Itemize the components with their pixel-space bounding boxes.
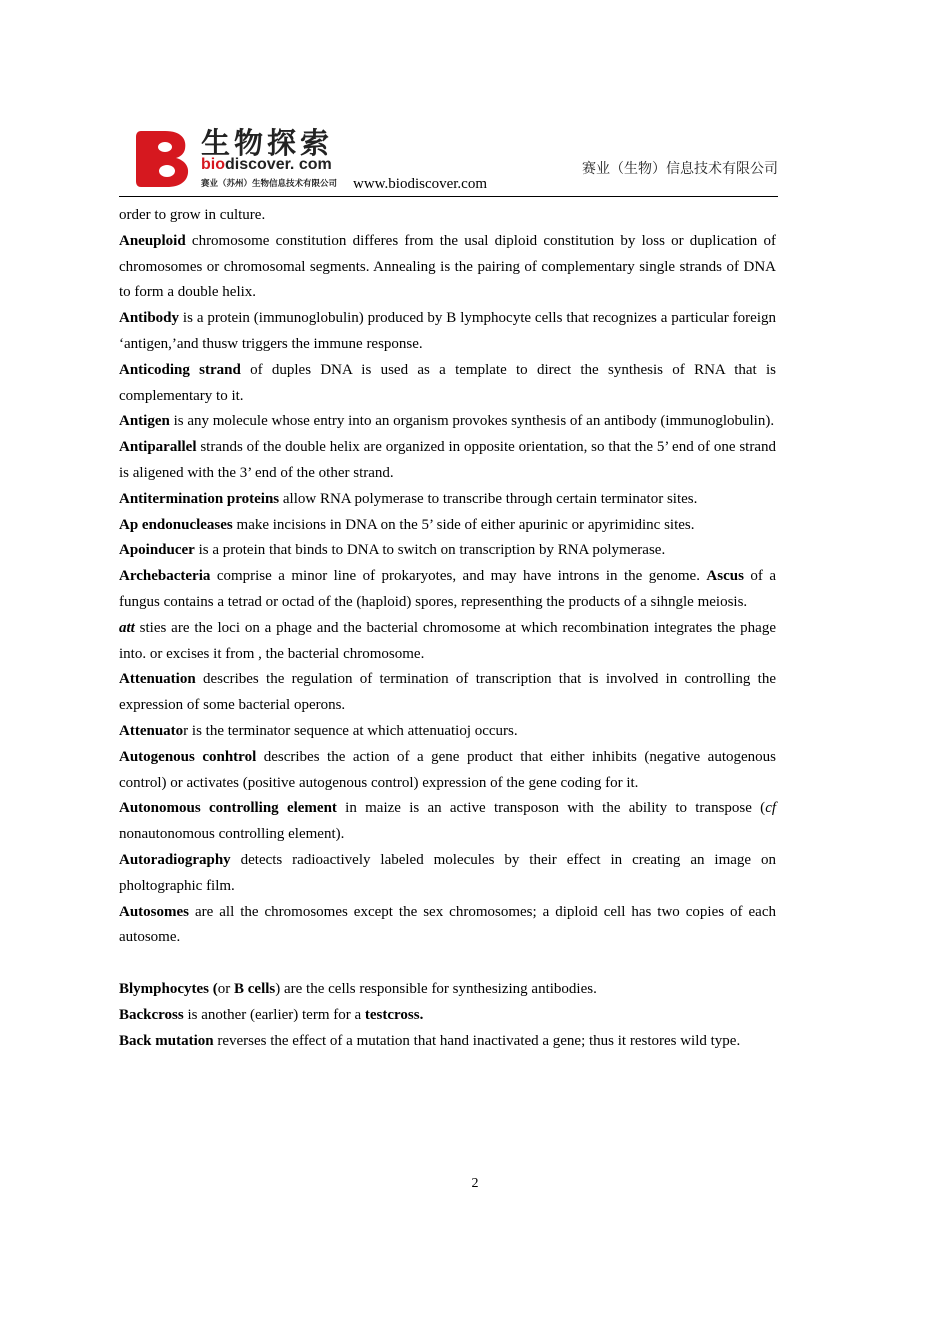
section-spacer (119, 951, 776, 977)
glossary-term: Archebacteria (119, 568, 211, 585)
glossary-term: Aneuploid (119, 232, 186, 249)
glossary-content (119, 203, 776, 1054)
glossary-term: Autosomes (119, 903, 189, 920)
glossary-entry: Back mutation reverses the effect of a mutation that hand inactivated a gene; thus it restores wild type. (119, 1032, 741, 1049)
glossary-term: Antiparallel (119, 439, 197, 456)
glossary-term: Autoradiography (119, 851, 231, 868)
glossary-entry: Backcross is another (earlier) term for a testcross. (119, 1006, 424, 1023)
company-name: 赛业（生物）信息技术有限公司 (582, 161, 778, 177)
glossary-entry: att sties are the loci on a phage and the bacterial chromosome at which recombination integrates the phage into. or excises it from , the bacterial chromosome. (119, 619, 776, 662)
glossary-term: B cells (234, 980, 276, 997)
glossary-term: testcross. (364, 1006, 424, 1023)
logo-chinese-text: 生物探索 (201, 126, 334, 160)
glossary-term: Blymphocytes ( (119, 980, 218, 997)
glossary-term: att (119, 619, 135, 636)
glossary-entry: Apoinducer is a protein that binds to DNA to switch on transcription by RNA polymerase. (119, 542, 666, 559)
site-url: www.biodiscover.com (353, 176, 488, 192)
glossary-entry: Archebacteria comprise a minor line of prokaryotes, and may have introns in the genome. Ascus of a fungus contains a tetrad or octad of the (haploid) spores, representhing the products of a sihngle meiosis. (119, 568, 776, 610)
glossary-term: Ap endonucleases (119, 516, 233, 533)
glossary-term: Attenuato (119, 722, 184, 739)
glossary-entry: Autogenous conhtrol describes the action of a gene product that either inhibits (negative autogenous control) or activates (positive autogenous control) expression of the gene coding for it. (119, 748, 776, 791)
logo-subtitle: 赛业（苏州）生物信息技术有限公司 (201, 179, 338, 189)
glossary-term: Attenuation (119, 671, 196, 688)
glossary-entry: order to grow in culture. (119, 207, 266, 223)
glossary-entry: Anticoding strand of duples DNA is used as a template to direct the synthesis of RNA that is complementary to it. (119, 361, 776, 404)
glossary-term: Autonomous controlling element (119, 800, 337, 817)
glossary-term: Antigen (119, 413, 170, 430)
page-header (119, 122, 778, 197)
glossary-entry: Antigen is any molecule whose entry into an organism provokes synthesis of an antibody (immunoglobulin). (119, 413, 775, 430)
page-number: 2 (471, 1176, 479, 1191)
glossary-term: Back mutation (119, 1032, 214, 1049)
glossary-entry: Antiparallel strands of the double helix are organized in opposite orientation, so that the 5’ end of one strand is aligened with the 3’ end of the other strand. (119, 439, 776, 481)
glossary-entry: Blymphocytes (or B cells) are the cells responsible for synthesizing antibodies. (119, 980, 597, 997)
glossary-term: Antibody (119, 310, 180, 327)
glossary-entry: Antibody is a protein (immunoglobulin) produced by B lymphocyte cells that recognizes a particular foreign ‘antigen,’and thusw triggers the immune response. (119, 310, 776, 352)
glossary-term: Anticoding strand (119, 361, 241, 378)
glossary-entry: Antitermination proteins allow RNA polymerase to transcribe through certain terminator sites. (119, 490, 698, 507)
glossary-entry: Aneuploid chromosome constitution differes from the usal diploid constitution by loss or duplication of chromosomes or chromosomal segments. Annealing is the pairing of complementary single strands of DNA to form a double helix. (119, 232, 776, 301)
logo-english-text: biodiscover. com (201, 156, 332, 173)
glossary-term: Autogenous conhtrol (119, 748, 257, 765)
glossary-term: Ascus (706, 568, 744, 585)
glossary-term: Backcross (119, 1006, 184, 1023)
glossary-entry: Attenuator is the terminator sequence at which attenuatioj occurs. (119, 722, 518, 739)
logo-b-mark-icon (135, 129, 191, 187)
biodiscover-logo (135, 127, 365, 189)
glossary-entry: Attenuation describes the regulation of termination of transcription that is involved in controlling the expression of some bacterial operons. (119, 671, 776, 714)
glossary-entry: Autosomes are all the chromosomes except the sex chromosomes; a diploid cell has two copies of each autosome. (119, 903, 776, 946)
glossary-entry: Autonomous controlling element in maize is an active transposon with the ability to transpose (cf nonautonomous controlling element). (119, 800, 777, 843)
glossary-entry: Ap endonucleases make incisions in DNA on the 5’ side of either apurinic or apyrimidinc sites. (119, 516, 695, 533)
glossary-term: Apoinducer (119, 542, 195, 559)
glossary-term: Antitermination proteins (119, 490, 280, 507)
glossary-entry: Autoradiography detects radioactively labeled molecules by their effect in creating an image on pholtographic film. (119, 851, 776, 894)
